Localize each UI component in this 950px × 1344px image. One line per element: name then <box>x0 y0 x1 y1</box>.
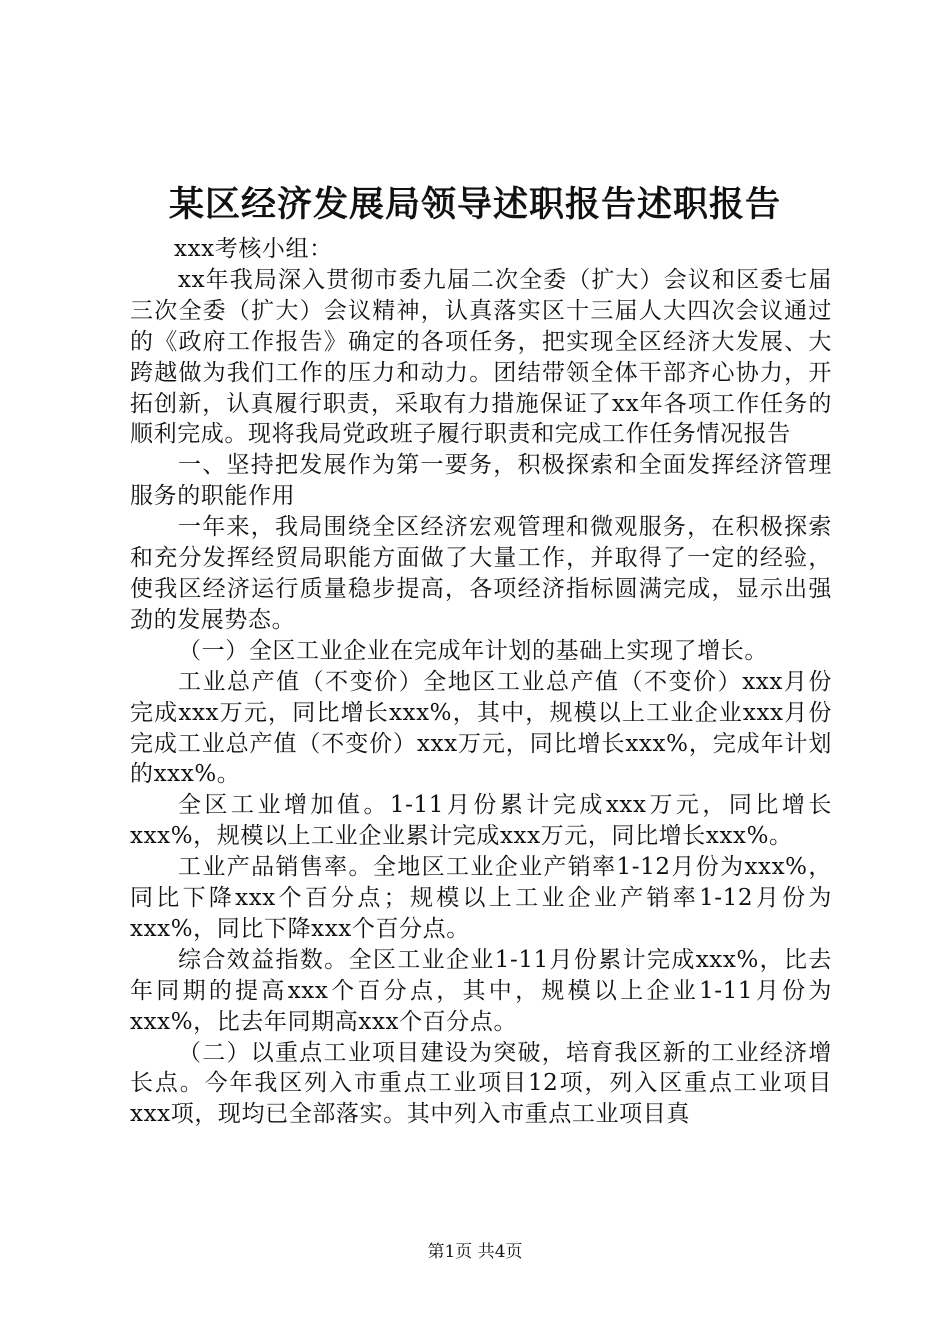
paragraph: 综合效益指数。全区工业企业1-11月份累计完成xxx%，比去年同期的提高xxx个百分点，其中，规模以上企业1-11月份为xxx%，比去年同期高xxx个百分点。 <box>130 946 832 1035</box>
paragraph-intro: xx年我局深入贯彻市委九届二次全委（扩大）会议和区委七届三次全委（扩大）会议精神，认真落实区十三届人大四次会议通过的《政府工作报告》确定的各项任务，把实现全区经济大发展、大跨越做为我们工作的压力和动力。团结带领全体干部齐心协力，开拓创新，认真履行职责，采取有力措施保证了xx年各项工作任务的顺利完成。现将我局党政班子履行职责和完成工作任务情况报告 <box>130 266 832 448</box>
subsection-heading-2: （二）以重点工业项目建设为突破，培育我区新的工业经济增长点。今年我区列入市重点工业项目12项，列入区重点工业项目xxx项，现均已全部落实。其中列入市重点工业项目真 <box>130 1039 832 1128</box>
section-heading-1: 一、坚持把发展作为第一要务，积极探索和全面发挥经济管理服务的职能作用 <box>130 452 832 510</box>
salutation: xxx考核小组： <box>174 236 333 262</box>
paragraph: 工业产品销售率。全地区工业企业产销率1-12月份为xxx%，同比下降xxx个百分点；规模以上工业企业产销率1-12月份为xxx%，同比下降xxx个百分点。 <box>130 854 832 942</box>
document-title: 某区经济发展局领导述职报告述职报告 <box>168 184 781 225</box>
paragraph: 一年来，我局围绕全区经济宏观管理和微观服务，在积极探索和充分发挥经贸局职能方面做了大量工作，并取得了一定的经验，使我区经济运行质量稳步提高，各项经济指标圆满完成，显示出强劲的发展势态。 <box>130 514 832 633</box>
paragraph: 全区工业增加值。1-11月份累计完成xxx万元，同比增长xxx%，规模以上工业企业累计完成xxx万元，同比增长xxx%。 <box>130 792 832 850</box>
subsection-heading-1: （一）全区工业企业在完成年计划的基础上实现了增长。 <box>178 637 768 664</box>
page-indicator: 第1页 共4页 <box>427 1242 523 1262</box>
document-body <box>130 234 832 1130</box>
paragraph: 工业总产值（不变价）全地区工业总产值（不变价）xxx月份完成xxx万元，同比增长xxx%，其中，规模以上工业企业xxx月份完成工业总产值（不变价）xxx万元，同比增长xxx%，完成年计划的xxx%。 <box>130 668 832 788</box>
